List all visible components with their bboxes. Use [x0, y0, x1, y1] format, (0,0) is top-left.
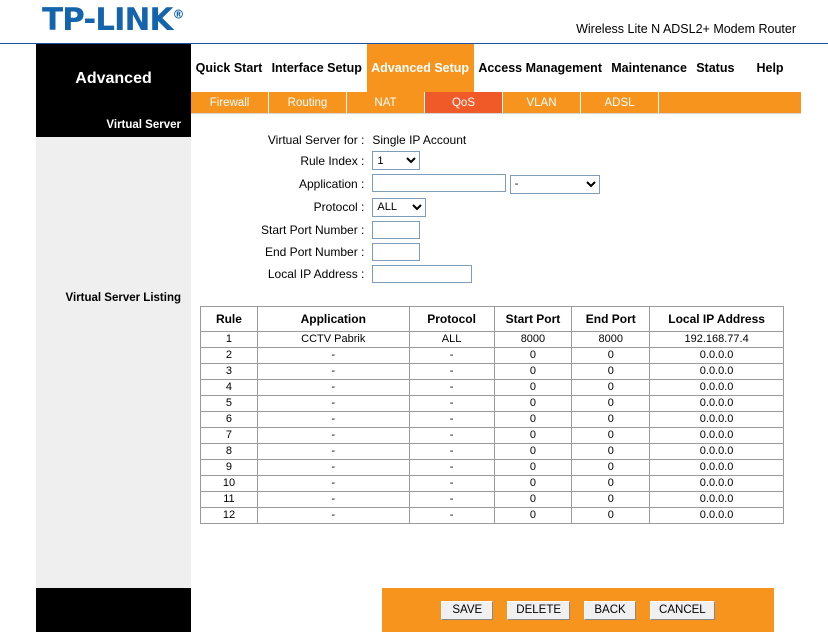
form-row-application: [261, 172, 600, 196]
cell-start-port: 0: [494, 379, 572, 395]
tab-interface-setup-label: Interface Setup: [271, 60, 362, 75]
cell-rule: 9: [201, 459, 258, 475]
column-header-start-port: Start Port: [494, 306, 572, 331]
cell-end-port: 0: [572, 395, 650, 411]
cell-application: -: [257, 491, 409, 507]
cell-application: -: [257, 411, 409, 427]
start-port-input[interactable]: [372, 221, 420, 239]
save-button[interactable]: SAVE: [441, 601, 493, 620]
cell-end-port: 0: [572, 507, 650, 523]
cell-protocol: -: [409, 427, 494, 443]
form-row-local-ip: [261, 263, 600, 285]
form-row-virtual-server-for: [261, 131, 600, 149]
left-panel-footer: [36, 588, 191, 632]
cell-local-ip: 0.0.0.0: [650, 459, 784, 475]
column-header-protocol: Protocol: [409, 306, 494, 331]
form-row-start-port: [261, 219, 600, 241]
tp-link-logo: [42, 2, 183, 38]
subtab-routing-label: Routing: [287, 96, 328, 109]
end-port-label: End Port Number :: [265, 244, 365, 259]
cell-application: CCTV Pabrik: [257, 331, 409, 347]
section-title: Advanced: [36, 44, 191, 113]
tab-advanced-setup[interactable]: [367, 44, 474, 92]
cell-protocol: -: [409, 507, 494, 523]
form-table: [261, 131, 600, 285]
protocol-label: Protocol :: [313, 200, 365, 214]
cell-start-port: 0: [494, 347, 572, 363]
cell-protocol: -: [409, 379, 494, 395]
local-ip-input[interactable]: [372, 265, 472, 283]
virtual-server-for-label: Virtual Server for :: [267, 133, 365, 147]
cell-application: -: [257, 459, 409, 475]
subtab-adsl-label: ADSL: [604, 96, 635, 109]
cell-application: -: [257, 347, 409, 363]
application-input[interactable]: [372, 174, 506, 192]
cell-end-port: 0: [572, 347, 650, 363]
subtab-nat[interactable]: [347, 92, 425, 113]
back-button[interactable]: BACK: [584, 601, 636, 620]
table-row[interactable]: [201, 411, 784, 427]
form-row-rule-index: [261, 149, 600, 172]
cell-start-port: 0: [494, 427, 572, 443]
main-nav: [191, 44, 801, 92]
cell-local-ip: 0.0.0.0: [650, 395, 784, 411]
cell-local-ip: 0.0.0.0: [650, 427, 784, 443]
cell-start-port: 0: [494, 443, 572, 459]
cell-end-port: 0: [572, 411, 650, 427]
cell-local-ip: 0.0.0.0: [650, 379, 784, 395]
subtab-qos-label: QoS: [451, 96, 475, 109]
table-row[interactable]: [201, 507, 784, 523]
tab-status[interactable]: [692, 44, 739, 92]
action-bar: [382, 588, 774, 632]
cell-protocol: -: [409, 395, 494, 411]
cell-protocol: -: [409, 475, 494, 491]
tab-maintenance[interactable]: [607, 44, 692, 92]
virtual-server-listing: [191, 285, 801, 524]
cell-start-port: 0: [494, 363, 572, 379]
table-row[interactable]: [201, 331, 784, 347]
cell-protocol: -: [409, 411, 494, 427]
cell-local-ip: 192.168.77.4: [650, 331, 784, 347]
listing-table: [200, 306, 784, 524]
subtab-firewall-label: Firewall: [209, 96, 250, 109]
table-row[interactable]: [201, 379, 784, 395]
cell-rule: 2: [201, 347, 258, 363]
subtab-vlan[interactable]: [503, 92, 581, 113]
cell-start-port: 0: [494, 459, 572, 475]
column-header-local-ip: Local IP Address: [650, 306, 784, 331]
tab-advanced-setup-label: Advanced Setup: [371, 60, 470, 75]
table-row[interactable]: [201, 443, 784, 459]
tab-interface-setup[interactable]: [267, 44, 367, 92]
cell-end-port: 0: [572, 363, 650, 379]
cell-local-ip: 0.0.0.0: [650, 491, 784, 507]
cell-protocol: -: [409, 443, 494, 459]
cell-protocol: -: [409, 491, 494, 507]
table-row[interactable]: [201, 395, 784, 411]
column-header-application: Application: [257, 306, 409, 331]
rule-index-select[interactable]: [372, 151, 420, 170]
cell-start-port: 0: [494, 491, 572, 507]
subtab-qos[interactable]: [425, 92, 503, 113]
cell-rule: 1: [201, 331, 258, 347]
subtab-routing[interactable]: [269, 92, 347, 113]
column-header-end-port: End Port: [572, 306, 650, 331]
page-header: [0, 0, 828, 44]
table-row[interactable]: [201, 347, 784, 363]
cell-application: -: [257, 475, 409, 491]
table-row[interactable]: [201, 475, 784, 491]
sub-nav: [191, 92, 801, 113]
cell-protocol: ALL: [409, 331, 494, 347]
listing-head: [201, 306, 784, 331]
cell-start-port: 0: [494, 475, 572, 491]
cell-end-port: 0: [572, 459, 650, 475]
tab-quick-start[interactable]: [191, 44, 267, 92]
start-port-label: Start Port Number :: [261, 222, 365, 237]
cell-local-ip: 0.0.0.0: [650, 411, 784, 427]
cell-rule: 12: [201, 507, 258, 523]
listing-body: [201, 331, 784, 523]
form-row-end-port: [261, 241, 600, 263]
cell-application: -: [257, 379, 409, 395]
cell-rule: 6: [201, 411, 258, 427]
cell-rule: 4: [201, 379, 258, 395]
virtual-server-form: [191, 114, 801, 285]
navigation-band: [0, 44, 828, 109]
cell-local-ip: 0.0.0.0: [650, 363, 784, 379]
content-area: [0, 113, 828, 632]
cell-end-port: 0: [572, 491, 650, 507]
listing-header-row: [201, 306, 784, 331]
cell-rule: 8: [201, 443, 258, 459]
cell-application: -: [257, 395, 409, 411]
virtual-server-listing-label: Virtual Server Listing: [65, 292, 181, 304]
cell-rule: 7: [201, 427, 258, 443]
cell-end-port: 0: [572, 427, 650, 443]
cell-application: -: [257, 363, 409, 379]
cell-end-port: 8000: [572, 331, 650, 347]
cell-local-ip: 0.0.0.0: [650, 475, 784, 491]
form-row-protocol: [261, 196, 600, 219]
tab-help[interactable]: [739, 44, 801, 92]
table-row[interactable]: [201, 459, 784, 475]
rule-index-label: Rule Index :: [300, 153, 365, 168]
local-ip-label: Local IP Address :: [267, 266, 365, 281]
cell-end-port: 0: [572, 379, 650, 395]
cell-application: -: [257, 507, 409, 523]
left-panel: [36, 113, 191, 632]
tab-status-label: Status: [696, 60, 735, 75]
registered-mark-icon: ®: [172, 7, 184, 22]
right-panel: [191, 113, 801, 632]
tab-maintenance-label: Maintenance: [611, 60, 687, 75]
subnav-filler: [659, 92, 801, 113]
cell-protocol: -: [409, 459, 494, 475]
cell-end-port: 0: [572, 443, 650, 459]
tab-access-management[interactable]: [474, 44, 607, 92]
cell-start-port: 0: [494, 411, 572, 427]
subtab-firewall[interactable]: [191, 92, 269, 113]
cell-local-ip: 0.0.0.0: [650, 507, 784, 523]
subtab-nat-label: NAT: [374, 96, 397, 109]
cell-local-ip: 0.0.0.0: [650, 443, 784, 459]
cell-local-ip: 0.0.0.0: [650, 347, 784, 363]
protocol-select[interactable]: [372, 198, 426, 217]
delete-button[interactable]: DELETE: [507, 601, 570, 620]
column-header-rule: Rule: [201, 306, 258, 331]
application-label: Application :: [299, 176, 365, 191]
table-row[interactable]: [201, 363, 784, 379]
cell-start-port: 8000: [494, 331, 572, 347]
device-model-label: Wireless Lite N ADSL2+ Modem Router: [576, 22, 796, 36]
tab-access-management-label: Access Management: [478, 60, 602, 75]
cell-rule: 11: [201, 491, 258, 507]
panel-title: Virtual Server: [36, 113, 191, 137]
application-preset-select[interactable]: [510, 175, 600, 194]
subtab-vlan-label: VLAN: [526, 96, 557, 109]
cell-start-port: 0: [494, 507, 572, 523]
cell-application: -: [257, 427, 409, 443]
cell-application: -: [257, 443, 409, 459]
logo-text: TP-LINK: [42, 2, 173, 38]
cell-rule: 5: [201, 395, 258, 411]
tab-quick-start-label: Quick Start: [195, 60, 263, 75]
cell-rule: 10: [201, 475, 258, 491]
table-row[interactable]: [201, 427, 784, 443]
tab-help-label: Help: [756, 60, 784, 75]
cell-protocol: -: [409, 347, 494, 363]
subtab-adsl[interactable]: [581, 92, 659, 113]
cell-protocol: -: [409, 363, 494, 379]
cell-rule: 3: [201, 363, 258, 379]
end-port-input[interactable]: [372, 243, 420, 261]
cell-start-port: 0: [494, 395, 572, 411]
cancel-button[interactable]: CANCEL: [650, 601, 715, 620]
table-row[interactable]: [201, 491, 784, 507]
virtual-server-for-value: Single IP Account: [372, 133, 467, 147]
cell-end-port: 0: [572, 475, 650, 491]
